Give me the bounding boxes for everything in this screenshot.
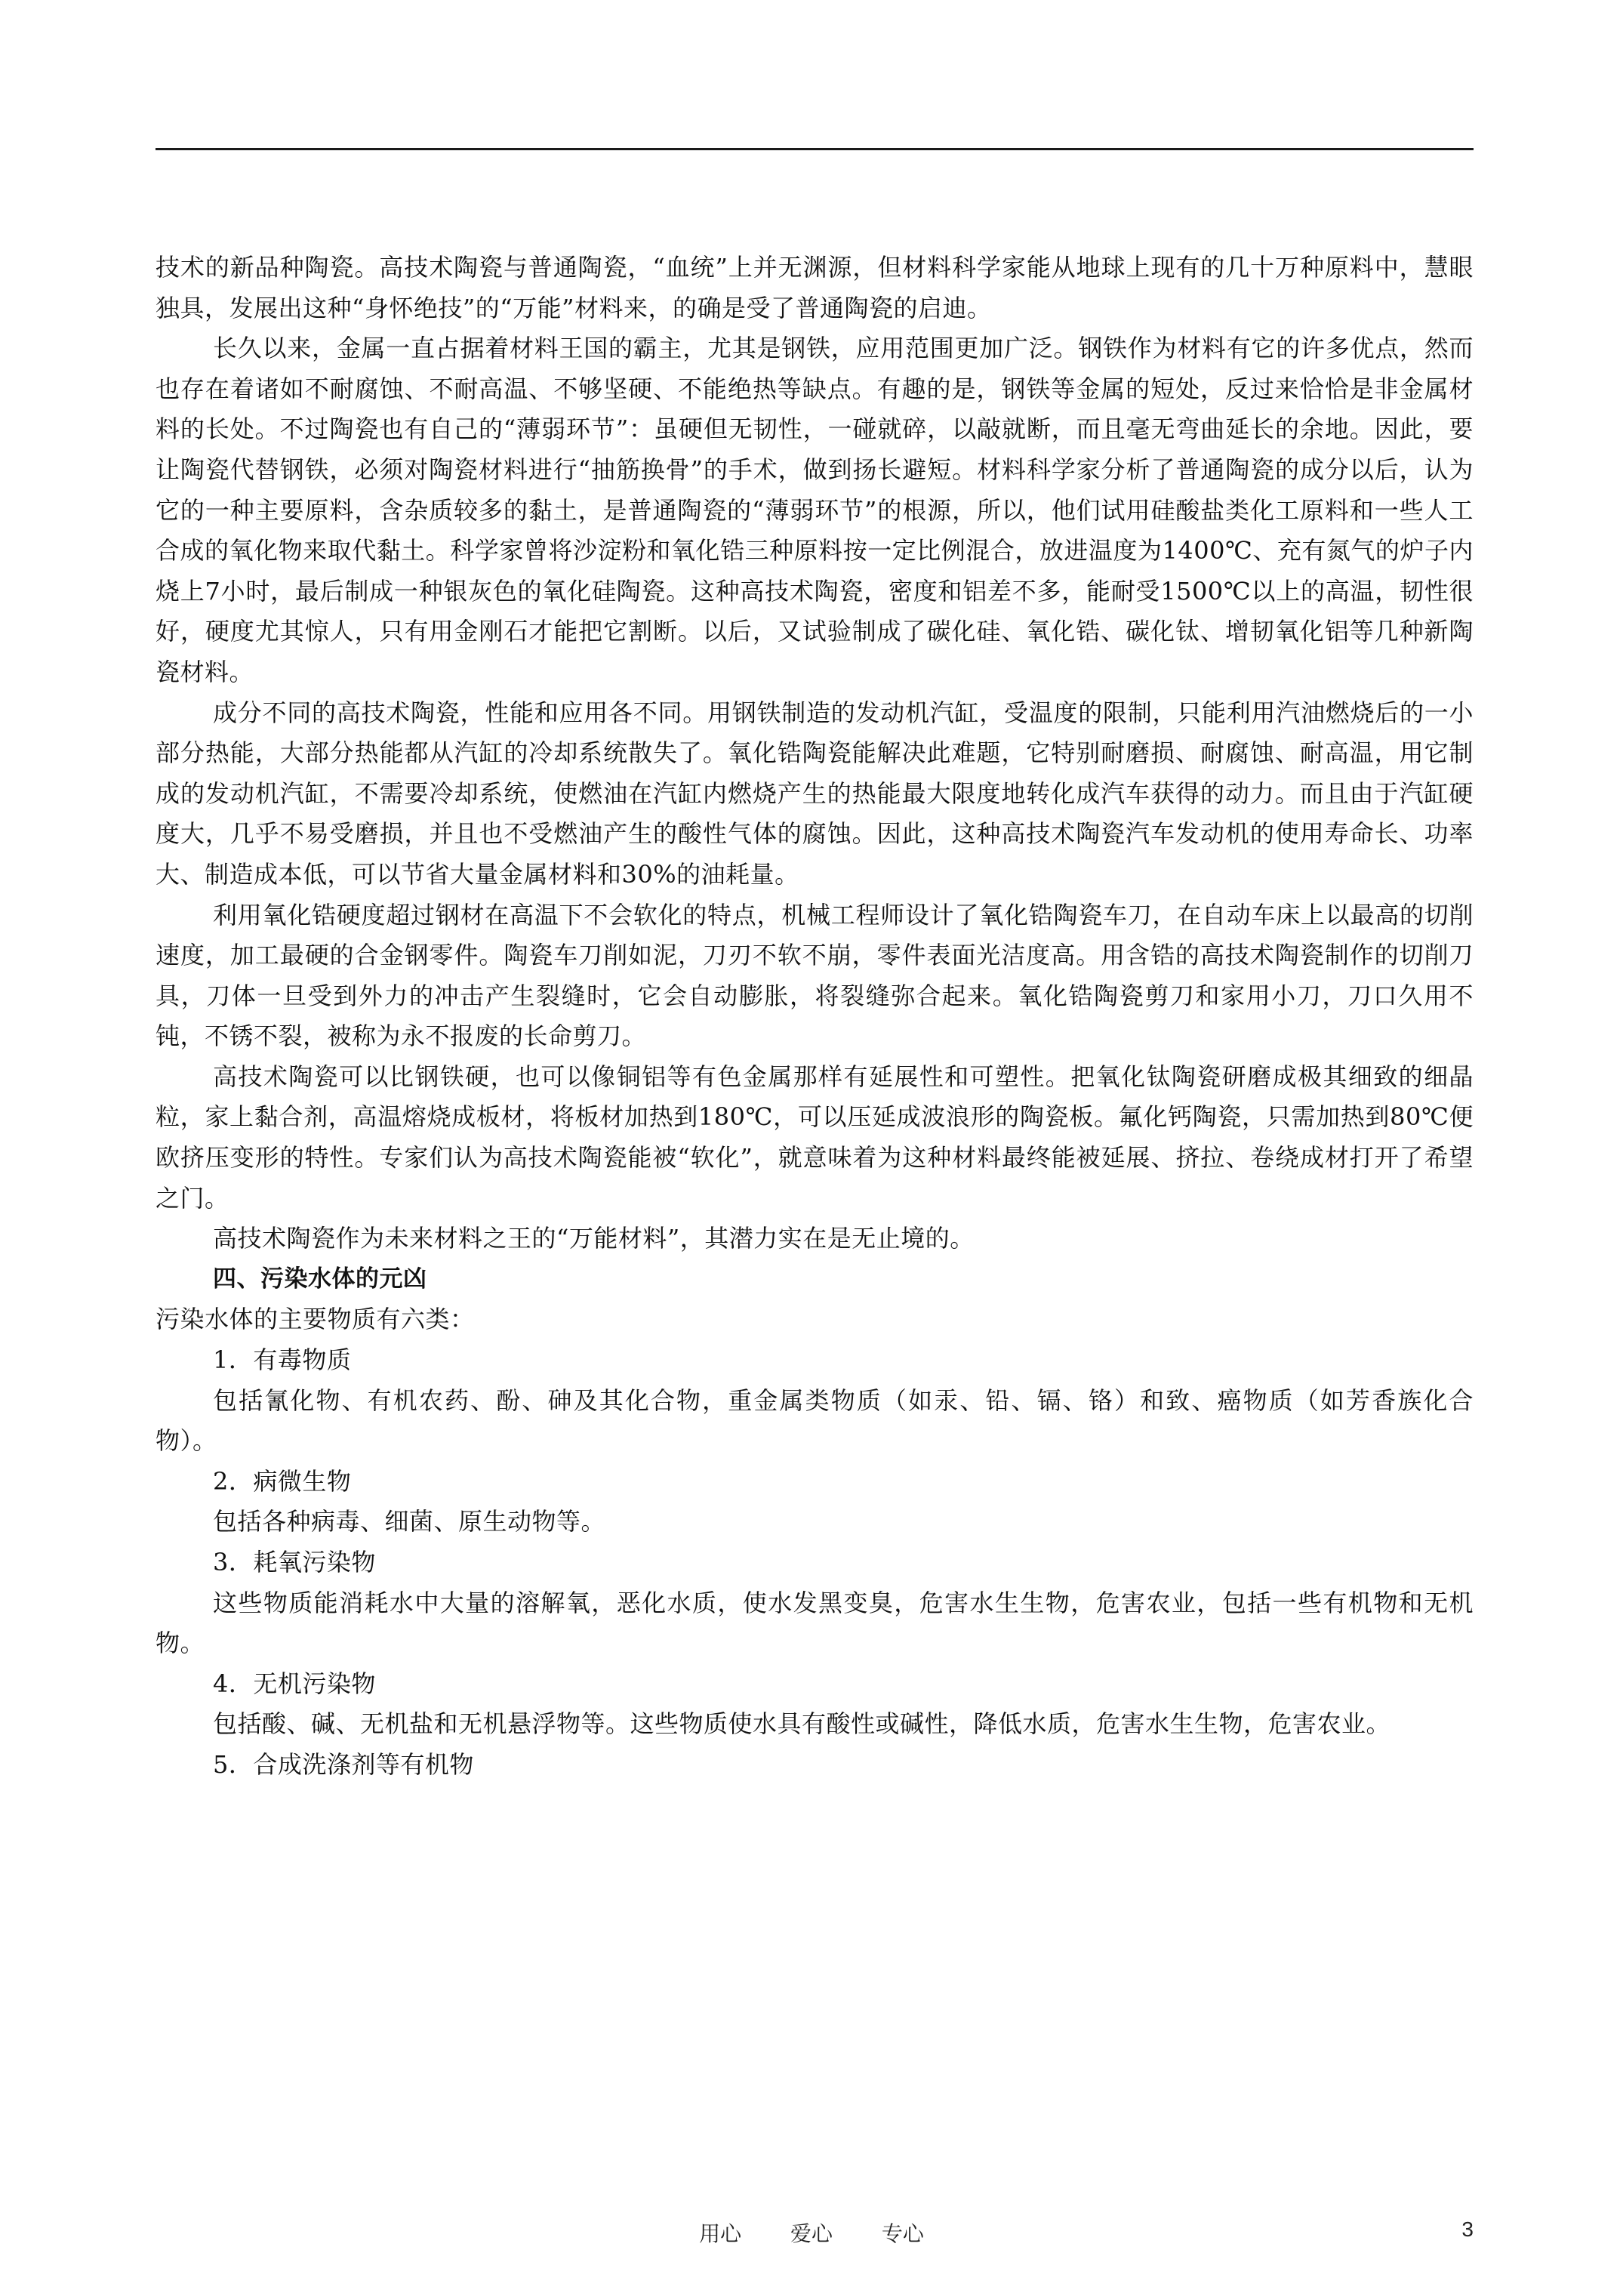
pollutant-description: 包括各种病毒、细菌、原生动物等。 [213,1507,606,1536]
paragraph-metal-vs-ceramic: 长久以来，金属一直占据着材料王国的霸主，尤其是钢铁，应用范围更加广泛。钢铁作为材料有它的许多优点，然而也存在着诸如不耐腐蚀、不耐高温、不够坚硬、不能绝热等缺点。有趣的是，钢铁等金属的短处，反过来恰恰是非金属材料的长处。不过陶瓷也有自己的“薄弱环节”：虽硬但无韧性，一碰就碎，以敲就断，而且毫无弯曲延长的余地。因此，要让陶瓷代替钢铁，必须对陶瓷材料进行“抽筋换骨”的手术，做到扬长避短。材料科学家分析了普通陶瓷的成分以后，认为它的一种主要原料，含杂质较多的黏土，是普通陶瓷的“薄弱环节”的根源，所以，他们试用硅酸盐类化工原料和一些人工合成的氧化物来取代黏土。科学家曾将沙淀粉和氧化锆三种原料按一定比例混合，放进温度为1400℃、充有氮气的炉子内烧上7小时，最后制成一种银灰色的氧化硅陶瓷。这种高技术陶瓷，密度和铝差不多，能耐受1500℃以上的高温，韧性很好，硬度尤其惊人，只有用金刚石才能把它割断。以后，又试验制成了碳化硅、氧化锆、碳化钛、增韧氧化铝等几种新陶瓷材料。 [156,334,1474,686]
pollutant-title: 4．无机污染物 [213,1669,376,1698]
page-number: 3 [1461,2217,1474,2241]
pollutant-title: 3．耗氧污染物 [213,1548,376,1576]
header-rule [156,148,1474,150]
pollutant-description: 包括酸、碱、无机盐和无机悬浮物等。这些物质使水具有酸性或碱性，降低水质，危害水生生物，危害农业。 [213,1709,1391,1739]
paragraph-intro-continued: 技术的新品种陶瓷。高技术陶瓷与普通陶瓷，“血统”上并无渊源，但材料科学家能从地球上现有的几十万种原料中，慧眼独具，发展出这种“身怀绝技”的“万能”材料来，的确是受了普通陶瓷的启迪。 [156,253,1474,322]
section-heading: 四、污染水体的元凶 [213,1265,427,1293]
document-body [156,248,1474,1786]
pollutant-title: 2．病微生物 [213,1466,352,1496]
paragraph-conclusion: 高技术陶瓷作为未来材料之王的“万能材料”，其潜力实在是无止境的。 [213,1224,975,1253]
pollutant-title: 5．合成洗涤剂等有机物 [213,1749,474,1779]
pollutant-description: 包括氰化物、有机农药、酚、砷及其化合物，重金属类物质（如汞、铅、镉、铬）和致、癌物质（如芳香族化合物）。 [156,1385,1474,1456]
section-intro: 污染水体的主要物质有六类： [156,1305,475,1334]
paragraph-ductility: 高技术陶瓷可以比钢铁硬，也可以像铜铝等有色金属那样有延展性和可塑性。把氧化钛陶瓷研磨成极其细致的细晶粒，家上黏合剂，高温熔烧成板材，将板材加热到180℃，可以压延成波浪形的陶瓷板。氟化钙陶瓷，只需加热到80℃便欧挤压变形的特性。专家们认为高技术陶瓷能被“软化”，就意味着为这种材料最终能被延展、挤拉、卷绕成材打开了希望之门。 [156,1062,1474,1213]
footer-motto: 用心 爱心 专心 [699,2221,924,2246]
pollutant-title: 1．有毒物质 [213,1345,352,1375]
pollutant-description: 这些物质能消耗水中大量的溶解氧，恶化水质，使水发黑变臭，危害水生生物，危害农业，包括一些有机物和无机物。 [156,1588,1474,1658]
paragraph-engine-cylinder: 成分不同的高技术陶瓷，性能和应用各不同。用钢铁制造的发动机汽缸，受温度的限制，只能利用汽油燃烧后的一小部分热能，大部分热能都从汽缸的冷却系统散失了。氧化锆陶瓷能解决此难题，它特别耐磨损、耐腐蚀、耐高温，用它制成的发动机汽缸，不需要冷却系统，使燃油在汽缸内燃烧产生的热能最大限度地转化成汽车获得的动力。而且由于汽缸硬度大，几乎不易受磨损，并且也不受燃油产生的酸性气体的腐蚀。因此，这种高技术陶瓷汽车发动机的使用寿命长、功率大、制造成本低，可以节省大量金属材料和30%的油耗量。 [156,698,1474,889]
paragraph-cutting-tools: 利用氧化锆硬度超过钢材在高温下不会软化的特点，机械工程师设计了氧化锆陶瓷车刀，在自动车床上以最高的切削速度，加工最硬的合金钢零件。陶瓷车刀削如泥，刀刃不软不崩，零件表面光洁度高。用含锆的高技术陶瓷制作的切削刀具，刀体一旦受到外力的冲击产生裂缝时，它会自动膨胀，将裂缝弥合起来。氧化锆陶瓷剪刀和家用小刀，刀口久用不钝，不锈不裂，被称为永不报废的长命剪刀。 [156,900,1474,1051]
